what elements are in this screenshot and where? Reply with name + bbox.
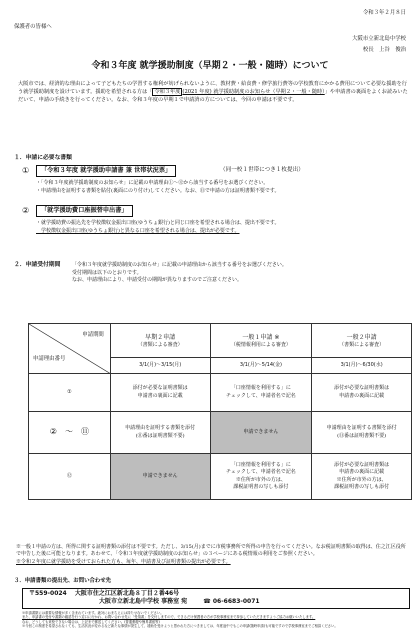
table-cell: 「口座情報を利用する」に チェックして、申請者名で記名 ※住所が市外の方は、 課税証明書の写しも添付	[210, 454, 312, 500]
section2-heading: ２．申請受付期間	[14, 262, 61, 268]
table-cell: 申請理由を証明する書類を添付 (⑪番は証明書類不要)	[110, 412, 210, 454]
table-cell: 添付が必要な証明書類は 申請書の裏面に記載 ※住所が市外の方は、 課税証明書の写しも添付	[312, 454, 412, 500]
sender-principal: 校長 上谷 俊治	[362, 47, 406, 53]
table-cell: 添付が必要な証明書類は 申請書の裏面に記載	[110, 374, 210, 412]
column-title: 早期２申請	[145, 333, 176, 341]
row-label-1: ①	[29, 374, 111, 412]
section2-line: 「令和３年度就学援助制度のお知らせ」に記載の申請理由から該当する番号をお選びください。	[72, 262, 287, 268]
application-period-table	[28, 323, 412, 500]
contact-phone: ☎ 06-6683-0071	[203, 598, 260, 606]
section3-notes	[22, 611, 412, 628]
item2-number: ②	[22, 206, 30, 215]
row-label-12: ⑫	[29, 454, 111, 500]
item1-suffix: （同一校１世帯につき１枚提出）	[220, 167, 304, 173]
intro-text-1: 大阪市では、経済的な理由によって子どもたちの学習する権利が妨げられないように、教材費・給食費・修学旅行費等の学校教育にかかる費用について必要な援助を行う就学援助制度を設けています。援助を希望される方は「	[18, 81, 407, 96]
item1-note: ・「令和３年度就学援助制度のお知らせ」に記載の申請理由①～⑫から該当する番号をお選びください。	[36, 180, 269, 186]
item1-notes	[36, 180, 408, 195]
column-title: 一般２申請	[346, 333, 377, 341]
section3-note: また、申請書の受付や書類の確認を行う窓口に行かれ、お問い合わせ先に「受領書」を交付しますので、できるだけ保護者の方が学校事務室まで持参していただきますようご協力お願いいたします。	[22, 615, 316, 620]
row-label-2-11: ② ～ ⑪	[29, 412, 111, 454]
contact-box	[22, 588, 410, 609]
column-sub: （税情報利用による審査）	[230, 341, 291, 348]
intro-text-2: 」や申請書の裏面をよくお読みいただいて、申請の手続きを行ってください。なお、令和３年度の早期１で申請済の方については、今回の申請は不要です。	[18, 89, 408, 104]
item1-number: ①	[22, 166, 30, 175]
contact-address: 大阪市住之江区新北島８丁目２番46号	[74, 590, 180, 597]
addressee: 保護者の皆様へ	[14, 24, 52, 30]
section2-note: ※一般１申請の方は、所得に関する証明書類の添付は不要です。ただし、3/15(月)までに市税事務所で所得の申告を行ってください。なお税証明書類の取得は、住之江区役所で申告した後に可能となります。あわせて、「令和３年度就学援助制度のお知らせ」の３ページにある税情報の利用をご参照ください。	[16, 544, 406, 558]
item2-note: ・就学援助費の振込先を学校徴収金振出口座(ゆうちょ銀行)と同じ口座を希望される場合は、提出不要です。	[36, 220, 280, 226]
column-sub: （書類による審査）	[137, 341, 183, 348]
item2-form-name: 「就学援助費口座振替申出書」	[36, 205, 133, 217]
column-header-early2	[110, 324, 210, 358]
section3-note: なお、どうしても来校できない場合は、上記まで郵送してください。(普通郵便や簡易書留等)	[22, 619, 160, 624]
period-general2: 3/1(月)～6/30(水)	[312, 358, 412, 374]
item2-note: 学校徴収金振出口座(ゆうちょ銀行)と異なる口座を希望される場合は、提出が必要です。	[36, 227, 240, 234]
contact-office: 大阪市立新北島中学校 事務室 宛	[99, 598, 188, 606]
table-corner	[29, 324, 111, 374]
table-cell-unavailable: 申請できません	[110, 454, 210, 500]
table-cell: 添付が必要な証明書類は 申請書の裏面に記載	[312, 374, 412, 412]
column-header-general2	[312, 324, 412, 358]
table-cell: 「口座情報を利用する」に チェックして、申請者名で記名	[210, 374, 312, 412]
section3-note: ※申請書類には重要な情報が多く含まれています。絶対におまちえには持たせないでください。	[22, 611, 164, 615]
item1-form-name: 「令和３年度 就学援助申請書 兼 世帯状況票」	[36, 165, 176, 177]
intro-paragraph	[18, 80, 410, 104]
period-general1: 3/1(月)～5/14(金)	[210, 358, 312, 374]
section3-heading: ３．申請書類の提出先、お問い合わせ先	[14, 578, 112, 584]
document-date: 令和３年２月８日	[362, 10, 406, 16]
item1-note: ・申請理由を証明する書類を貼付(裏面にのり付け)してください。なお、⑪で申請の方は証明書類不要です。	[36, 187, 280, 194]
contact-postal: 〒559-0024	[29, 590, 67, 597]
section2-line: なお、申請理由により、申請受付の期間が異なりますのでご注意ください。	[72, 277, 243, 283]
column-sub: （書類による審査）	[339, 341, 385, 348]
section3-note: ※今回この制度を希望されなくても、生活状況が変わるなど新たな事情が発生して、援助を受けようと思われた方につきましては、年度途中でもこの申請(随時申請)も可能ですので学校事務室までご相談ください。	[22, 623, 338, 628]
table-cell-unavailable: 申請できません	[210, 412, 312, 454]
sender-school: 大阪市立新北島中学校	[352, 36, 406, 42]
period-early2: 3/1(月)～3/15(月)	[110, 358, 210, 374]
section2-intro	[72, 262, 410, 285]
column-title: 一般１申請 ※	[242, 333, 280, 341]
table-cell: 申請理由を証明する書類を添付 (⑪番は証明書類不要)	[312, 412, 412, 454]
section1-heading: １．申請に必要な書類	[14, 155, 72, 161]
section2-line: 受付期間は以下のとおりです。	[72, 269, 142, 276]
page-title: 令和３年度 就学援助制度（早期２・一般・随時）について	[91, 61, 329, 71]
corner-bottom-label: 申請理由番号	[33, 355, 66, 362]
intro-year-box: 令和３年度	[154, 89, 181, 96]
column-header-general1	[210, 324, 312, 358]
section2-notes	[16, 544, 410, 566]
intro-guide-title: (2021 年度) 就学援助制度のお知らせ（早期２・一般・随時）	[182, 89, 325, 96]
section2-note: ※令和２年度に就学援助を受けておられた方も、毎年、申請書及び証明書類の提出が必要です。	[16, 558, 231, 565]
item2-notes	[36, 220, 408, 235]
corner-top-label: 申請期間	[82, 332, 104, 338]
